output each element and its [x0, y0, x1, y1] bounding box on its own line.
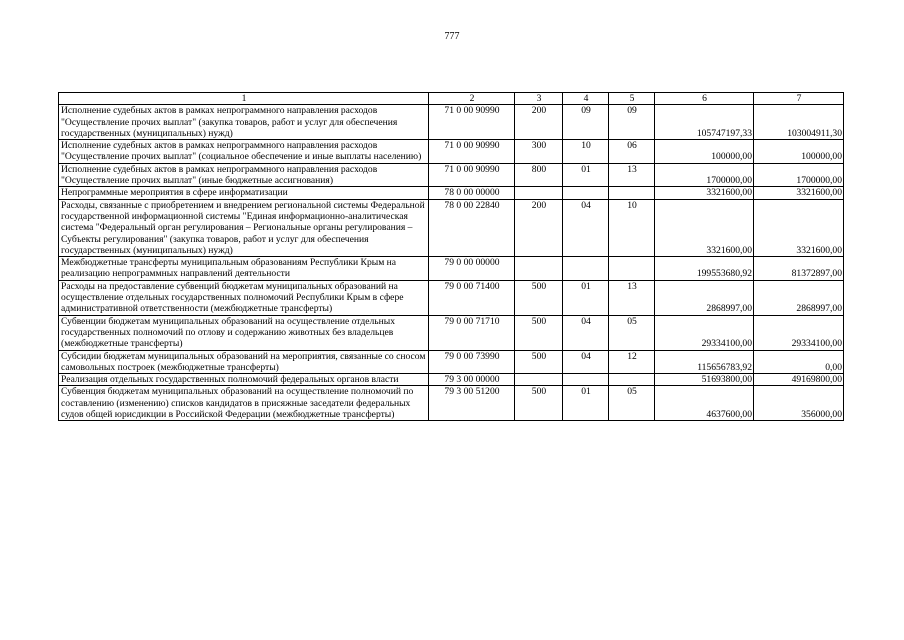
row-code-cell: 79 3 00 00000 [429, 374, 515, 386]
row-amount2-cell: 100000,00 [754, 140, 844, 164]
row-col4-cell [563, 257, 609, 281]
table-row [59, 280, 844, 315]
row-col3-cell [515, 257, 563, 281]
row-code-cell: 79 0 00 00000 [429, 257, 515, 281]
row-code-cell: 79 0 00 73990 [429, 350, 515, 374]
row-amount2-cell: 81372897,00 [754, 257, 844, 281]
row-col5-cell: 05 [609, 315, 655, 350]
row-col3-cell: 500 [515, 315, 563, 350]
row-amount1-cell: 4637600,00 [655, 386, 754, 421]
row-amount1-cell: 105747197,33 [655, 105, 754, 140]
column-header: 1 [59, 93, 429, 105]
row-name-cell: Расходы, связанные с приобретением и внедрением региональной системы Федеральной государственной информационной системы "Единая информационно-аналитическая система "Федеральный орган регулирования – Региональные органы регулирования – Субъекты регулирования" (закупка товаров, работ и услуг для обеспечения государственных (муниципальных) нужд) [59, 199, 429, 256]
row-name-cell: Исполнение судебных актов в рамках непрограммного направления расходов "Осуществление прочих выплат" (социальное обеспечение и иные выплаты населению) [59, 140, 429, 164]
row-col4-cell: 01 [563, 280, 609, 315]
table-row [59, 140, 844, 164]
row-col4-cell: 04 [563, 199, 609, 256]
row-amount1-cell: 3321600,00 [655, 199, 754, 256]
row-col5-cell: 09 [609, 105, 655, 140]
row-amount1-cell: 100000,00 [655, 140, 754, 164]
row-amount2-cell: 356000,00 [754, 386, 844, 421]
table-row [59, 350, 844, 374]
budget-table [58, 92, 844, 421]
row-col4-cell: 04 [563, 350, 609, 374]
row-amount1-cell: 3321600,00 [655, 187, 754, 199]
row-amount2-cell: 1700000,00 [754, 163, 844, 187]
row-code-cell: 78 0 00 22840 [429, 199, 515, 256]
table-row [59, 374, 844, 386]
row-col4-cell: 09 [563, 105, 609, 140]
row-amount1-cell: 115656783,92 [655, 350, 754, 374]
row-col5-cell: 13 [609, 280, 655, 315]
row-name-cell: Субвенции бюджетам муниципальных образований на осуществление отдельных государственных полномочий по отлову и содержанию животных без владельцев (межбюджетные трансферты) [59, 315, 429, 350]
row-amount2-cell: 3321600,00 [754, 187, 844, 199]
row-name-cell: Непрограммные мероприятия в сфере информатизации [59, 187, 429, 199]
row-amount1-cell: 2868997,00 [655, 280, 754, 315]
column-header: 4 [563, 93, 609, 105]
row-amount2-cell: 49169800,00 [754, 374, 844, 386]
row-code-cell: 71 0 00 90990 [429, 163, 515, 187]
row-amount1-cell: 199553680,92 [655, 257, 754, 281]
row-col3-cell: 300 [515, 140, 563, 164]
table-row [59, 187, 844, 199]
row-name-cell: Межбюджетные трансферты муниципальным образованиям Республики Крым на реализацию непрограммных направлений деятельности [59, 257, 429, 281]
row-col3-cell: 200 [515, 199, 563, 256]
row-name-cell: Исполнение судебных актов в рамках непрограммного направления расходов "Осуществление прочих выплат" (иные бюджетные ассигнования) [59, 163, 429, 187]
row-col4-cell [563, 374, 609, 386]
row-name-cell: Субсидии бюджетам муниципальных образований на мероприятия, связанные со сносом самовольных построек (межбюджетные трансферты) [59, 350, 429, 374]
row-name-cell: Субвенция бюджетам муниципальных образований на осуществление полномочий по составлению (изменению) списков кандидатов в присяжные заседатели федеральных судов общей юрисдикции в Российской Федерации (межбюджетные трансферты) [59, 386, 429, 421]
row-amount2-cell: 2868997,00 [754, 280, 844, 315]
row-col3-cell: 800 [515, 163, 563, 187]
row-col4-cell: 01 [563, 163, 609, 187]
row-amount1-cell: 29334100,00 [655, 315, 754, 350]
row-code-cell: 71 0 00 90990 [429, 105, 515, 140]
column-header: 6 [655, 93, 754, 105]
row-col3-cell: 500 [515, 386, 563, 421]
table-row [59, 315, 844, 350]
row-amount2-cell: 0,00 [754, 350, 844, 374]
row-amount2-cell: 3321600,00 [754, 199, 844, 256]
row-name-cell: Расходы на предоставление субвенций бюджетам муниципальных образований на осуществление отдельных государственных полномочий Республики Крым в сфере административной ответственности (межбюджетные трансферты) [59, 280, 429, 315]
row-code-cell: 71 0 00 90990 [429, 140, 515, 164]
row-code-cell: 78 0 00 00000 [429, 187, 515, 199]
row-col5-cell [609, 374, 655, 386]
row-code-cell: 79 0 00 71710 [429, 315, 515, 350]
row-col4-cell [563, 187, 609, 199]
row-col5-cell: 06 [609, 140, 655, 164]
table-row [59, 199, 844, 256]
table-row [59, 386, 844, 421]
row-name-cell: Реализация отдельных государственных полномочий федеральных органов власти [59, 374, 429, 386]
row-name-cell: Исполнение судебных актов в рамках непрограммного направления расходов "Осуществление прочих выплат" (закупка товаров, работ и услуг для обеспечения государственных (муниципальных) нужд) [59, 105, 429, 140]
row-col5-cell: 12 [609, 350, 655, 374]
row-col4-cell: 04 [563, 315, 609, 350]
row-col5-cell [609, 187, 655, 199]
row-amount1-cell: 1700000,00 [655, 163, 754, 187]
row-amount2-cell: 103004911,30 [754, 105, 844, 140]
row-col5-cell: 10 [609, 199, 655, 256]
row-col5-cell: 13 [609, 163, 655, 187]
column-header: 5 [609, 93, 655, 105]
row-col4-cell: 01 [563, 386, 609, 421]
row-amount1-cell: 51693800,00 [655, 374, 754, 386]
row-col3-cell [515, 374, 563, 386]
table-row [59, 257, 844, 281]
row-col3-cell: 200 [515, 105, 563, 140]
table-row [59, 105, 844, 140]
row-col3-cell: 500 [515, 280, 563, 315]
row-amount2-cell: 29334100,00 [754, 315, 844, 350]
column-header: 7 [754, 93, 844, 105]
table-row [59, 163, 844, 187]
row-code-cell: 79 0 00 71400 [429, 280, 515, 315]
column-header: 2 [429, 93, 515, 105]
row-col5-cell [609, 257, 655, 281]
table-header-row [59, 93, 844, 105]
column-header: 3 [515, 93, 563, 105]
row-col5-cell: 05 [609, 386, 655, 421]
row-code-cell: 79 3 00 51200 [429, 386, 515, 421]
page-number: 777 [444, 31, 460, 42]
row-col4-cell: 10 [563, 140, 609, 164]
row-col3-cell [515, 187, 563, 199]
row-col3-cell: 500 [515, 350, 563, 374]
